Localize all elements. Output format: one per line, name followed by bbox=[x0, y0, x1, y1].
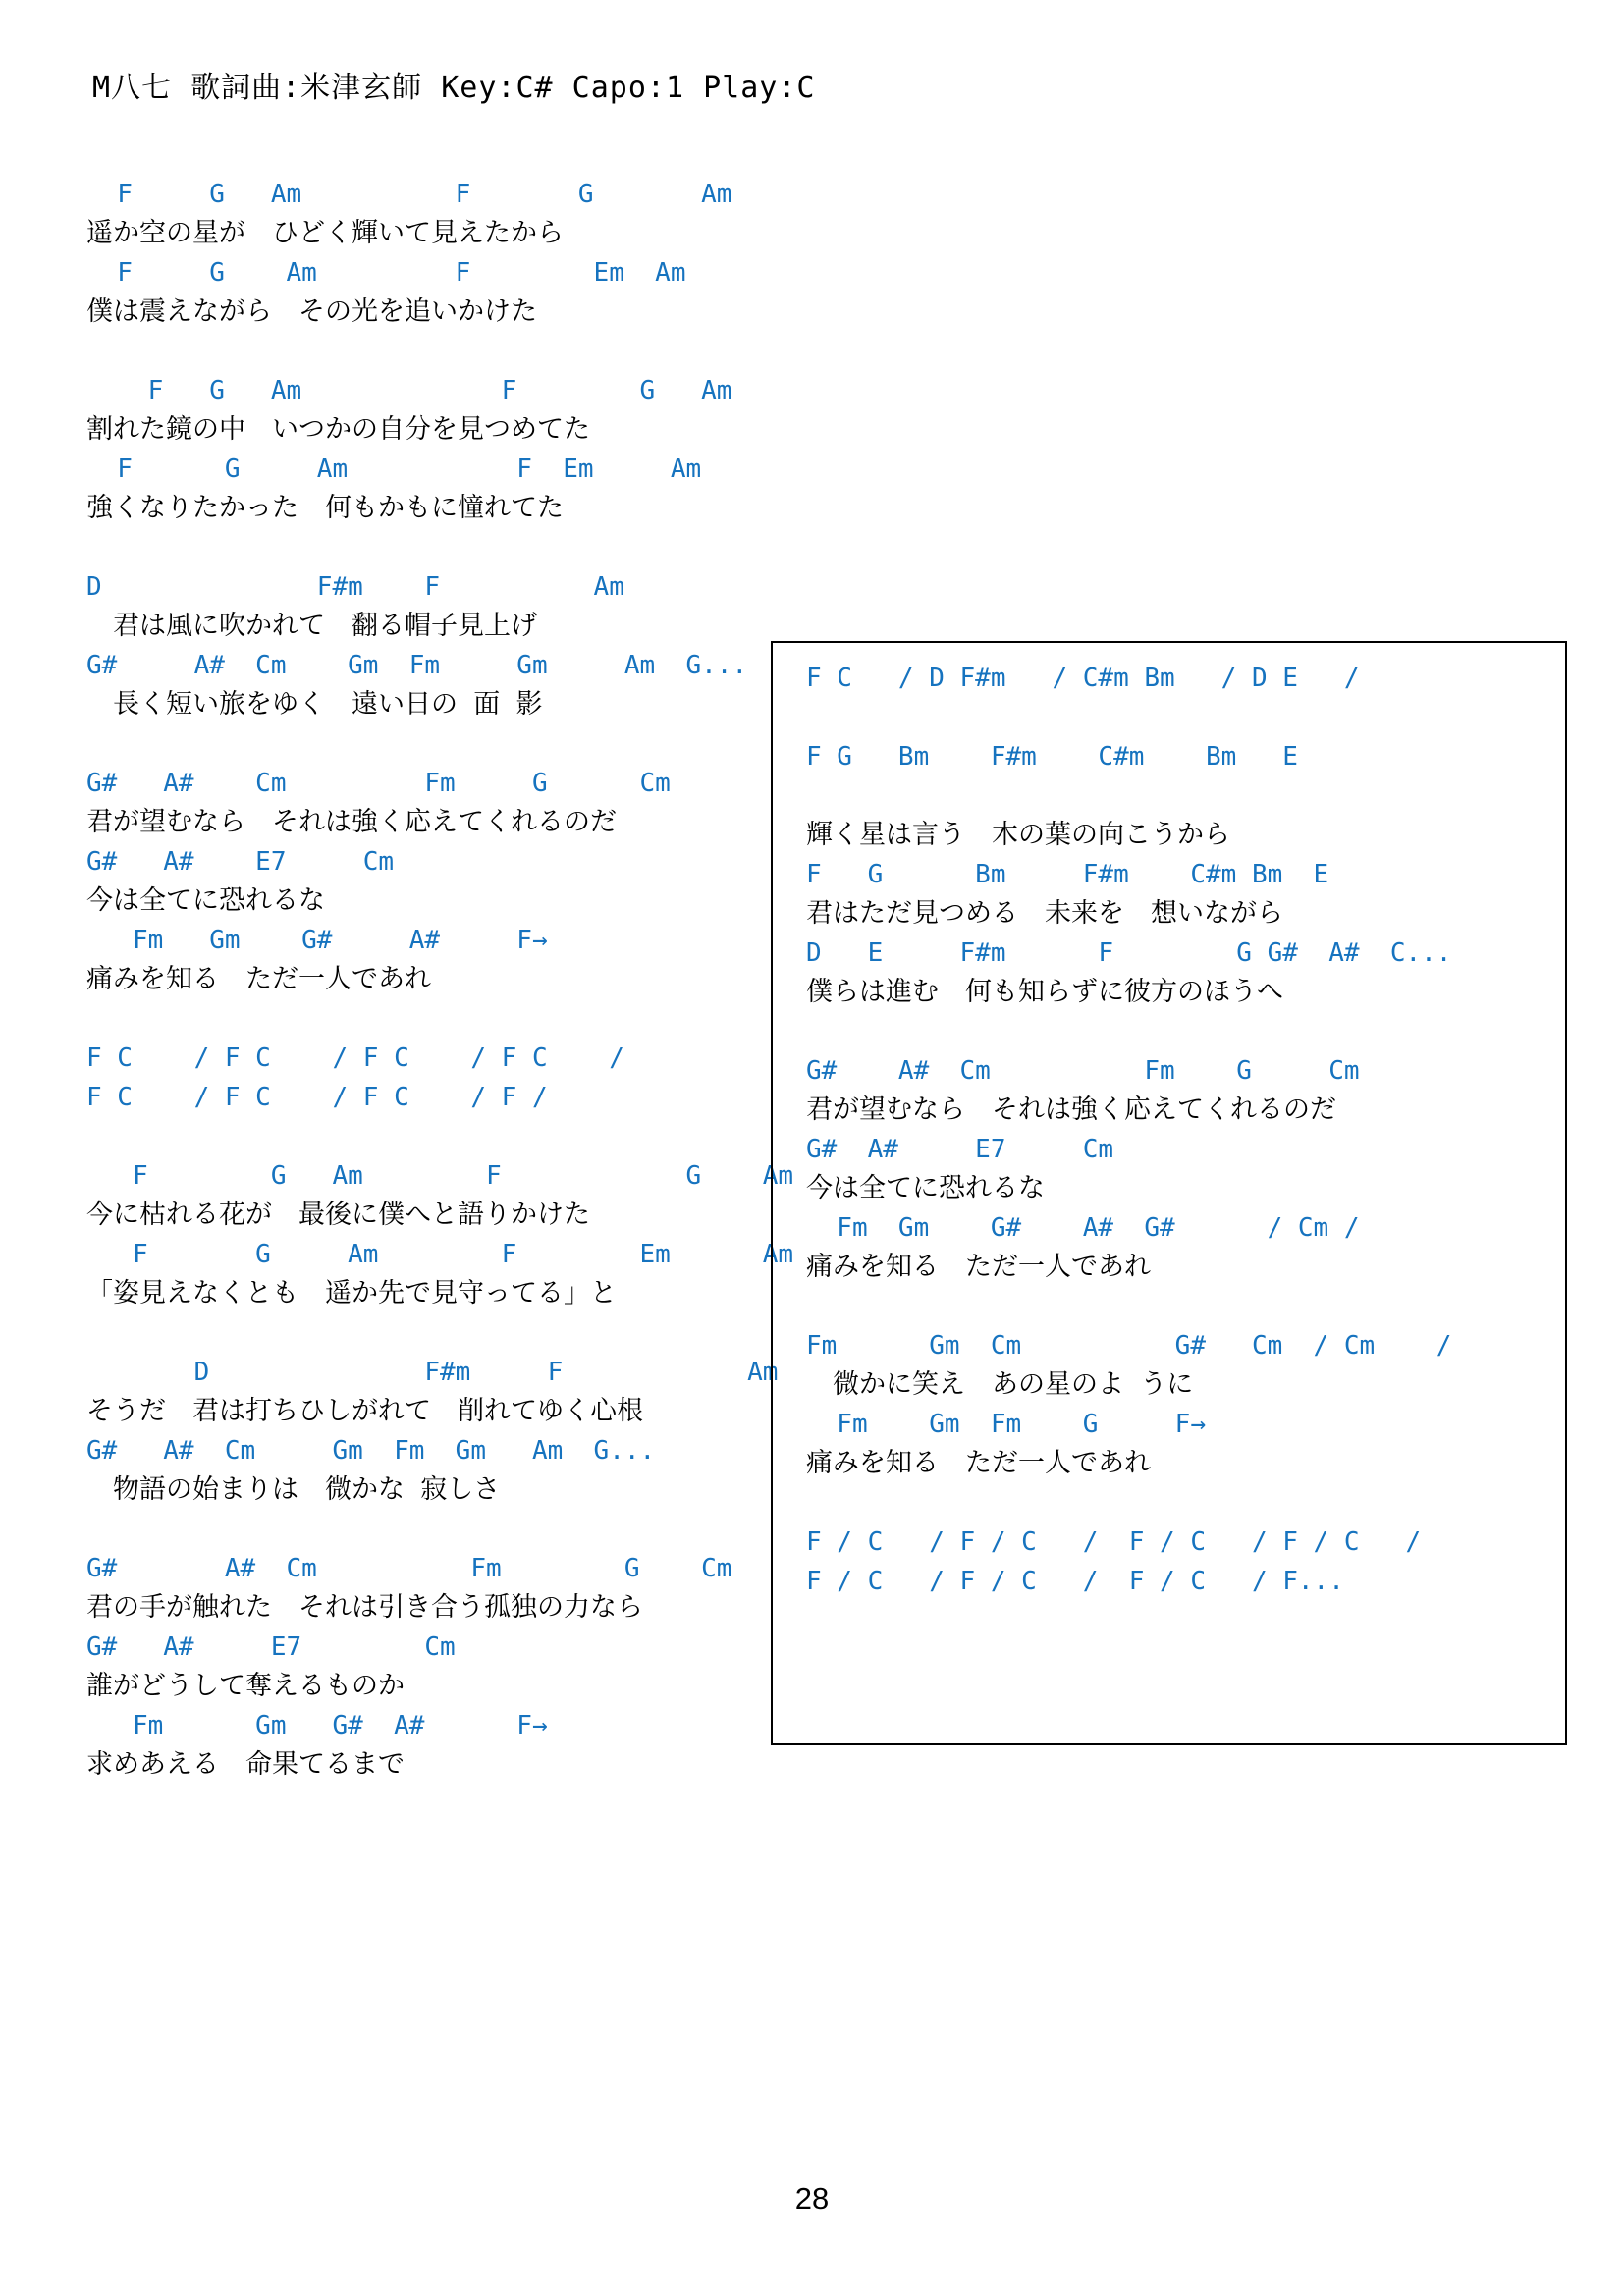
lyric-line: 割れた鏡の中 いつかの自分を見つめてた bbox=[86, 414, 590, 445]
blank-line bbox=[806, 698, 1565, 737]
blank-line bbox=[806, 776, 1565, 816]
blank-line bbox=[86, 1510, 774, 1549]
page-number: 28 bbox=[794, 2181, 830, 2216]
blank-line bbox=[806, 1287, 1565, 1326]
chord-line: G# A# Cm Fm G Cm bbox=[86, 1554, 732, 1583]
left-column bbox=[86, 175, 794, 1785]
lyric-line: そうだ 君は打ちひしがれて 削れてゆく心根 bbox=[86, 1396, 643, 1426]
lyric-line: 君の手が触れた それは引き合う孤独の力なら bbox=[86, 1592, 643, 1623]
lyric-line: 痛みを知る ただ一人であれ bbox=[806, 1448, 1151, 1478]
lyric-line: 僕は震えながら その光を追いかけた bbox=[86, 296, 537, 327]
chord-line: F G Am F G Am bbox=[86, 180, 732, 209]
chord-line: Fm Gm G# A# F→ bbox=[86, 926, 548, 955]
lyric-line: 今に枯れる花が 最後に僕へと語りかけた bbox=[86, 1200, 590, 1230]
chord-line: G# A# Cm Gm Fm Gm Am G... bbox=[86, 1436, 656, 1466]
lyric-line: 遥か空の星が ひどく輝いて見えたから bbox=[86, 218, 564, 248]
blank-line bbox=[806, 1012, 1565, 1051]
blank-line bbox=[86, 1117, 774, 1156]
blank-line bbox=[86, 1313, 774, 1353]
lyric-line: 君が望むなら それは強く応えてくれるのだ bbox=[86, 807, 617, 837]
chord-line: G# A# E7 Cm bbox=[806, 1135, 1114, 1164]
blank-line bbox=[86, 332, 774, 371]
blank-line bbox=[86, 724, 774, 764]
lyric-line: 君は風に吹かれて 翻る帽子見上げ bbox=[86, 611, 537, 641]
chord-line: F C / F C / F C / F / bbox=[86, 1083, 548, 1112]
chord-line: F G Am F Em Am bbox=[86, 258, 686, 288]
lyric-line: 微かに笑え あの星のよ うに bbox=[806, 1369, 1194, 1400]
blank-line bbox=[86, 999, 774, 1039]
lyric-line: 求めあえる 命果てるまで bbox=[86, 1749, 405, 1780]
chord-line: Fm Gm Fm G F→ bbox=[806, 1410, 1206, 1439]
chord-line: F G Am F Em Am bbox=[86, 454, 702, 484]
chord-line: F C / F C / F C / F C / bbox=[86, 1043, 624, 1073]
chord-line: G# A# Cm Gm Fm Gm Am G... bbox=[86, 651, 748, 680]
chord-line: F / C / F / C / F / C / F / C / bbox=[806, 1527, 1422, 1557]
chord-line: F C / D F#m / C#m Bm / D E / bbox=[806, 664, 1360, 693]
lyric-line: 今は全てに恐れるな bbox=[86, 885, 325, 916]
chord-line: Fm Gm Cm G# Cm / Cm / bbox=[806, 1331, 1452, 1361]
lyric-line: 僕らは進む 何も知らずに彼方のほうへ bbox=[806, 977, 1283, 1007]
chord-line: G# A# E7 Cm bbox=[86, 1632, 456, 1662]
chord-line: D F#m F Am bbox=[86, 1358, 779, 1387]
lyric-line: 誰がどうして奪えるものか bbox=[86, 1671, 405, 1701]
chord-line: F G Am F Em Am bbox=[86, 1240, 794, 1269]
lyric-line: 物語の始まりは 微かな 寂しさ bbox=[86, 1474, 501, 1505]
lyric-line: 君が望むなら それは強く応えてくれるのだ bbox=[806, 1095, 1336, 1125]
lyric-line: 長く短い旅をゆく 遠い日の 面 影 bbox=[86, 689, 543, 720]
lyric-line: 君はただ見つめる 未来を 想いながら bbox=[806, 898, 1283, 929]
chord-line: F / C / F / C / F / C / F... bbox=[806, 1567, 1344, 1596]
lyric-line: 痛みを知る ただ一人であれ bbox=[806, 1252, 1151, 1282]
lyric-line: 強くなりたかった 何もかもに憧れてた bbox=[86, 493, 564, 523]
chord-line: D E F#m F G G# A# C... bbox=[806, 938, 1452, 968]
chord-line: D F#m F Am bbox=[86, 572, 624, 602]
song-title: M八七 歌詞曲:米津玄師 Key:C# Capo:1 Play:C bbox=[92, 71, 816, 105]
blank-line bbox=[806, 1483, 1565, 1522]
lyric-line: 「姿見えなくとも 遥か先で見守ってる」と bbox=[86, 1278, 617, 1308]
right-chord-box bbox=[771, 641, 1567, 1745]
chord-line: F G Bm F#m C#m Bm E bbox=[806, 742, 1298, 772]
chord-line: G# A# E7 Cm bbox=[86, 847, 395, 877]
chord-line: G# A# Cm Fm G Cm bbox=[86, 769, 671, 798]
chord-line: F G Am F G Am bbox=[86, 1161, 794, 1191]
blank-line bbox=[86, 528, 774, 567]
chord-line: Fm Gm G# A# F→ bbox=[86, 1711, 548, 1740]
chord-line: F G Am F G Am bbox=[86, 376, 732, 405]
lyric-line: 今は全てに恐れるな bbox=[806, 1173, 1045, 1203]
chord-line: Fm Gm G# A# G# / Cm / bbox=[806, 1213, 1360, 1243]
lyric-line: 輝く星は言う 木の葉の向こうから bbox=[806, 820, 1230, 850]
chord-line: F G Bm F#m C#m Bm E bbox=[806, 860, 1329, 889]
chord-line: G# A# Cm Fm G Cm bbox=[806, 1056, 1360, 1086]
lyric-line: 痛みを知る ただ一人であれ bbox=[86, 964, 431, 994]
